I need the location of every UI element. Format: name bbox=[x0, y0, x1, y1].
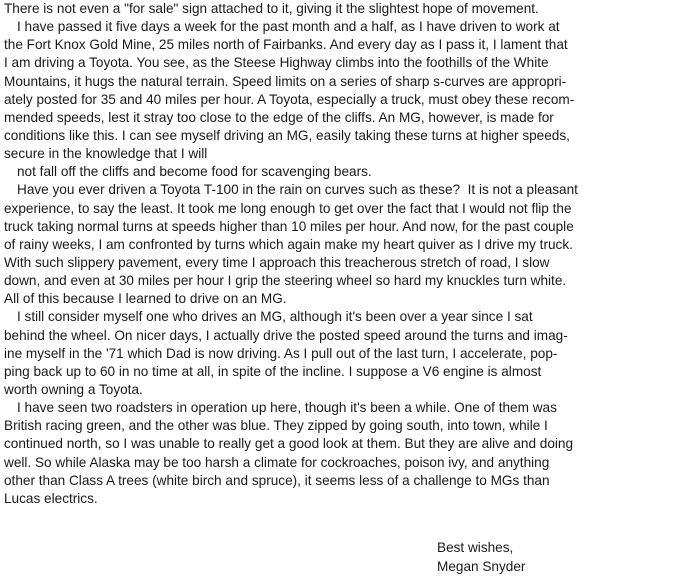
letter-body bbox=[4, 0, 685, 508]
text-line: British racing green, and the other was blue. They zipped by going south, into town, while I bbox=[4, 418, 548, 434]
text-line: I am driving a Toyota. You see, as the Steese Highway climbs into the foothills of the White bbox=[4, 55, 549, 71]
paragraph bbox=[4, 18, 685, 163]
text-line: I still consider myself one who drives an MG, although it's been over a year since I sat bbox=[17, 309, 533, 325]
paragraph bbox=[4, 181, 685, 308]
text-line: worth owning a Toyota. bbox=[4, 381, 143, 397]
text-line: truck taking normal turns at speeds higher than 10 miles per hour. And now, for the past couple bbox=[4, 218, 574, 234]
text-line: Lucas electrics. bbox=[4, 490, 98, 506]
paragraph bbox=[4, 308, 685, 399]
paragraph bbox=[4, 163, 685, 181]
text-line: ping back up to 60 in no time at all, in spite of the incline. I suppose a V6 engine is almost bbox=[4, 363, 542, 379]
paragraph bbox=[4, 0, 685, 18]
text-line: other than Class A trees (white birch and spruce), it seems less of a challenge to MGs than bbox=[4, 472, 550, 488]
text-line: of rainy weeks, I am confronted by turns which again make my heart quiver as I drive my truck. bbox=[4, 236, 573, 252]
signature-name: Megan Snyder bbox=[437, 558, 526, 574]
text-line: There is not even a "for sale" sign attached to it, giving it the slightest hope of movement. bbox=[4, 1, 539, 16]
paragraph bbox=[4, 399, 685, 508]
text-line: ine myself in the '71 which Dad is now driving. As I pull out of the last turn, I accelerate, pop- bbox=[4, 345, 558, 361]
text-line: ately posted for 35 and 40 miles per hour. A Toyota, especially a truck, must obey these recom- bbox=[4, 91, 575, 107]
text-line: All of this because I learned to drive on an MG. bbox=[4, 291, 287, 307]
text-line: the Fort Knox Gold Mine, 25 miles north of Fairbanks. And every day as I pass it, I lament that bbox=[4, 37, 568, 53]
closing: Best wishes, bbox=[437, 540, 514, 555]
text-line: continued north, so I was unable to really get a good look at them. But they are alive and doing bbox=[4, 436, 574, 452]
text-line: I have passed it five days a week for the past month and a half, as I have driven to work at bbox=[17, 19, 560, 35]
text-line: down, and even at 30 miles per hour I grip the steering wheel so hard my knuckles turn white. bbox=[4, 273, 567, 289]
text-line: With such slippery pavement, every time I approach this treacherous stretch of road, I slow bbox=[4, 254, 550, 270]
text-line: mended speeds, lest it stray too close to the edge of the cliffs. An MG, however, is made for bbox=[4, 109, 554, 125]
text-line: conditions like this. I can see myself driving an MG, easily taking these turns at higher speeds, bbox=[4, 127, 570, 143]
text-line: I have seen two roadsters in operation up here, though it's been a while. One of them was bbox=[17, 400, 557, 416]
text-line: behind the wheel. On nicer days, I actually drive the posted speed around the turns and imag- bbox=[4, 327, 568, 343]
signature-block bbox=[437, 539, 525, 576]
text-line: Mountains, it hugs the natural terrain. Speed limits on a series of sharp s-curves are appropri- bbox=[4, 73, 567, 89]
text-line: not fall off the cliffs and become food for scavenging bears. bbox=[17, 164, 372, 180]
text-line: well. So while Alaska may be too harsh a climate for cockroaches, poison ivy, and anything bbox=[4, 454, 550, 470]
text-line: secure in the knowledge that I will bbox=[4, 146, 208, 162]
text-line: Have you ever driven a Toyota T-100 in the rain on curves such as these? It is not a pleasant bbox=[17, 182, 578, 198]
text-line: experience, to say the least. It took me long enough to get over the fact that I would not flip the bbox=[4, 200, 572, 216]
